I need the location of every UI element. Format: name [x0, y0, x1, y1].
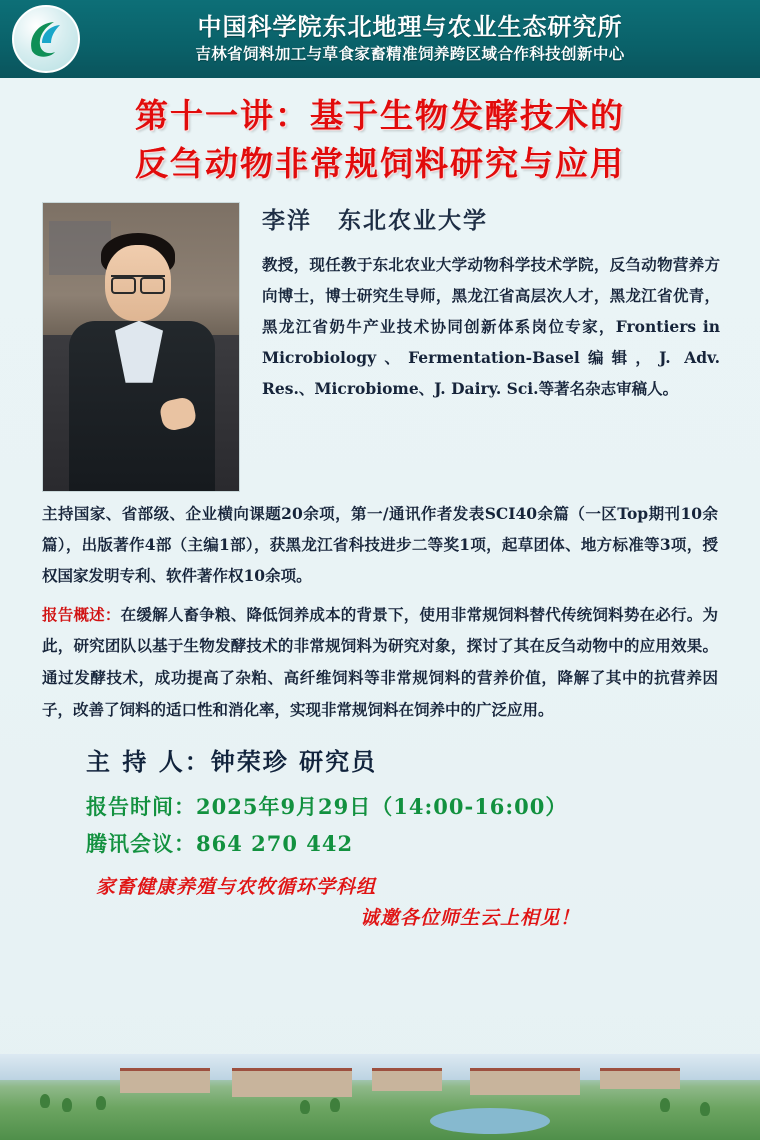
title-line-1: 第十一讲：基于生物发酵技术的 — [22, 92, 738, 140]
host-row — [86, 742, 760, 777]
campus-photo-strip — [0, 1054, 760, 1140]
institute-logo-icon — [12, 5, 80, 73]
logo-swoosh-icon — [28, 19, 64, 59]
meeting-label: 腾讯会议： — [86, 830, 196, 856]
center-name: 吉林省饲料加工与草食家畜精准饲养跨区域合作科技创新中心 — [195, 44, 625, 64]
title-line-2: 反刍动物非常规饲料研究与应用 — [22, 140, 738, 188]
speaker-photo — [42, 202, 240, 492]
abstract-section — [0, 591, 760, 726]
speaker-name-row — [262, 202, 720, 235]
abstract-label: 报告概述： — [42, 604, 121, 624]
meeting-id-row — [86, 826, 760, 863]
header-text-block — [80, 12, 760, 65]
speaker-affiliation: 东北农业大学 — [338, 206, 488, 234]
speaker-achievements: 主持国家、省部级、企业横向课题20余项，第一/通讯作者发表SCI40余篇（一区Top期刊10余篇），出版著作4部（主编1部），获黑龙江省科技进步二等奖1项，起草团体、地方标准等3项，授权国家发明专利、软件著作权10余项。 — [42, 503, 718, 585]
abstract-text: 在缓解人畜争粮、降低饲养成本的背景下，使用非常规饲料替代传统饲料势在必行。为此，研究团队以基于生物发酵技术的非常规饲料为研究对象，探讨了其在反刍动物中的应用效果。通过发酵技术，成功提高了杂粕、高纤维饲料等非常规饲料的营养价值，降解了其中的抗营养因子，改善了饲料的适口性和消化率，实现非常规饲料在饲养中的广泛应用。 — [42, 604, 718, 719]
organizing-group: 家畜健康养殖与农牧循环学科组 — [96, 876, 377, 899]
invitation-text: 诚邀各位师生云上相见！ — [360, 907, 581, 930]
poster-header — [0, 0, 760, 78]
lecture-title — [0, 92, 760, 188]
meeting-section — [0, 726, 760, 863]
institute-name: 中国科学院东北地理与农业生态研究所 — [197, 12, 623, 42]
speaker-section — [0, 202, 760, 492]
meeting-id: 864 270 442 — [196, 830, 354, 856]
time-value: 2025年9月29日（14:00-16:00） — [196, 793, 568, 819]
speaker-name: 李洋 — [262, 206, 312, 234]
time-row — [86, 789, 760, 826]
host-name: 钟荣珍 研究员 — [210, 746, 378, 776]
time-label: 报告时间： — [86, 793, 196, 819]
host-label: 主 持 人： — [86, 746, 211, 776]
speaker-info — [240, 202, 720, 492]
speaker-bio: 教授，现任教于东北农业大学动物科学技术学院，反刍动物营养方向博士，博士研究生导师，黑龙江省高层次人才，黑龙江省优青，黑龙江省奶牛产业技术协同创新体系岗位专家，Frontiers in Microbiology、Fermentation-Basel编辑，J. Adv. Res.、Microbiome、J. Dairy. Sci.等著名杂志审稿人。 — [262, 254, 720, 398]
